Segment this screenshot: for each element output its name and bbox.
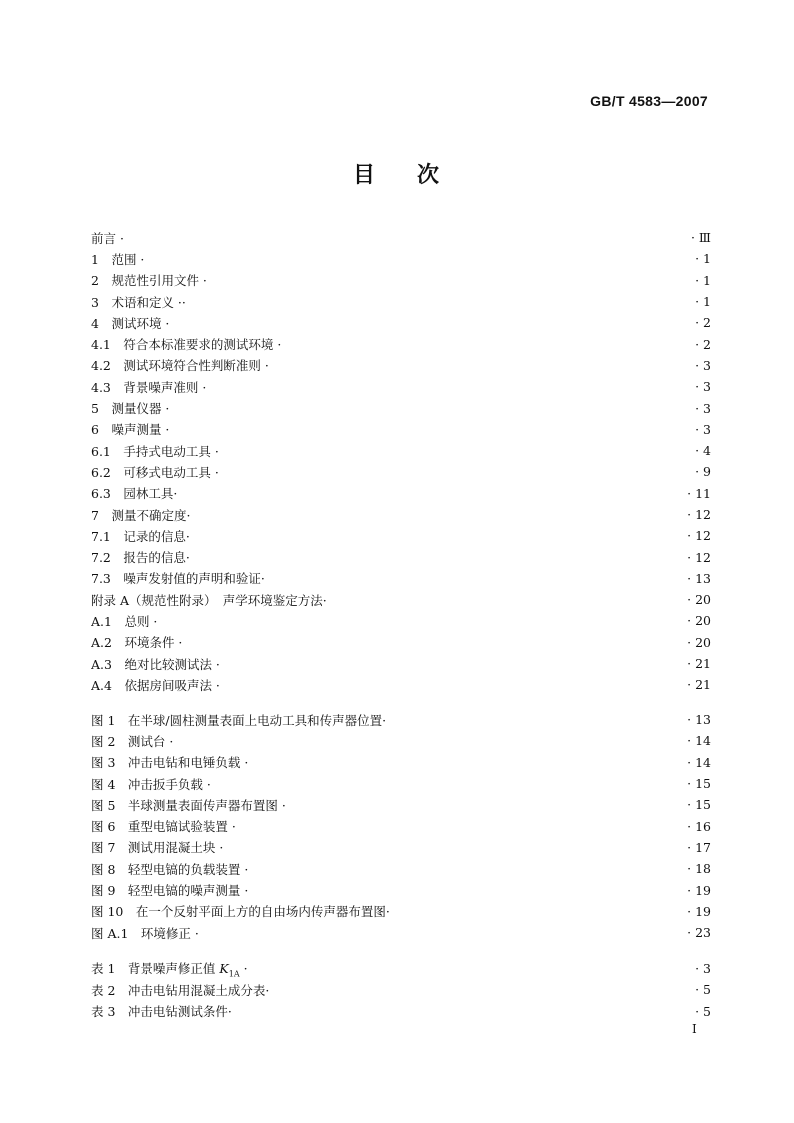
toc-entry-section-22[interactable] (91, 674, 711, 695)
toc-entry-page: · 18 (687, 861, 711, 877)
toc-entry-section-1[interactable] (91, 227, 711, 248)
k-subscript: 1A (228, 969, 240, 979)
toc-entry-figure-7[interactable] (91, 837, 711, 858)
toc-entry-label: 图 1 在半球/圆柱测量表面上电动工具和传声器位置· (91, 712, 387, 728)
toc-entry-figure-8[interactable] (91, 858, 711, 879)
toc-entry-page: · 16 (687, 818, 711, 834)
toc-entry-table-1[interactable] (91, 958, 711, 979)
toc-entry-label: 表 2 冲击电钻用混凝土成分表· (91, 982, 270, 998)
toc-entry-section-4[interactable] (91, 291, 711, 312)
toc-entry-figure-1[interactable] (91, 709, 711, 730)
toc-entry-page: · 3 (695, 379, 711, 395)
toc-entry-label (91, 959, 661, 979)
toc-entry-page: · 1 (695, 251, 711, 267)
toc-entry-page: · 3 (695, 357, 711, 373)
toc-entry-figure-10[interactable] (91, 901, 711, 922)
toc-entry-page: · 20 (687, 634, 711, 650)
toc-entry-label: 4 测试环境 · (91, 315, 170, 331)
toc-entry-page: · 21 (687, 656, 711, 672)
toc-entry-label: 前言 · (91, 230, 124, 246)
toc-entry-label: A.1 总则 · (91, 613, 158, 629)
toc-entry-section-21[interactable] (91, 653, 711, 674)
toc-entry-label-text: 表 1 背景噪声修正值 (91, 960, 220, 976)
toc-entry-section-3[interactable] (91, 270, 711, 291)
toc-entry-page: · 20 (687, 592, 711, 608)
toc-entry-label: 图 A.1 环境修正 · (91, 925, 199, 941)
toc-entry-label: 图 6 重型电镐试验装置 · (91, 819, 236, 835)
toc-entry-figure-6[interactable] (91, 815, 711, 836)
toc-entry-page: · 17 (687, 839, 711, 855)
toc-entry-table-2[interactable] (91, 979, 711, 1000)
toc-entry-label: A.2 环境条件 · (91, 635, 183, 651)
page-title (0, 158, 794, 189)
toc-entry-label: 图 7 测试用混凝土块 · (91, 840, 224, 856)
toc-entry-label: 6.3 园林工具· (91, 486, 178, 502)
toc-entry-page: · 12 (687, 507, 711, 522)
toc-entry-page: · 23 (687, 925, 711, 941)
toc-entry-label: 7.3 噪声发射值的声明和验证· (91, 571, 265, 587)
toc-entry-page: · 11 (687, 485, 711, 501)
toc-tables-list (91, 958, 711, 1022)
toc-entry-label: 3 术语和定义 ·· (91, 294, 186, 310)
toc-entry-label: 5 测量仪器 · (91, 401, 170, 417)
toc-entry-section-17[interactable] (91, 568, 711, 589)
toc-entry-page: · 3 (695, 400, 711, 416)
toc-entry-label: 6.2 可移式电动工具 · (91, 464, 219, 480)
toc-entry-label: 表 3 冲击电钻测试条件· (91, 1004, 232, 1020)
toc-entry-label: 图 9 轻型电镐的噪声测量 · (91, 883, 249, 899)
toc-entry-page: · 14 (687, 754, 711, 770)
toc-entry-label: A.4 依据房间吸声法 · (91, 677, 220, 693)
toc-entry-label: 图 2 测试台 · (91, 733, 174, 749)
toc-entry-label: A.3 绝对比较测试法 · (91, 656, 220, 672)
toc-entry-page: · 14 (687, 733, 711, 749)
toc-entry-page: · 3 (695, 421, 711, 437)
toc-entry-page: · 2 (695, 315, 711, 331)
toc-entry-section-15[interactable] (91, 525, 711, 546)
toc-entry-label: 图 10 在一个反射平面上方的自由场内传声器布置图· (91, 904, 390, 920)
toc-entry-page: · 4 (695, 443, 711, 459)
toc-entry-label: 图 4 冲击扳手负载 · (91, 776, 211, 792)
toc-entry-section-7[interactable] (91, 355, 711, 376)
toc-entry-section-9[interactable] (91, 397, 711, 418)
toc-entry-label: 4.2 测试环境符合性判断准则 · (91, 358, 269, 374)
toc-entry-label: 图 5 半球测量表面传声器布置图 · (91, 797, 286, 813)
toc-entry-label: 7.1 记录的信息· (91, 528, 190, 544)
toc-entry-label: 2 规范性引用文件 · (91, 273, 207, 289)
toc-entry-label: 图 3 冲击电钻和电锤负载 · (91, 755, 249, 771)
toc-figures-list (91, 709, 711, 943)
toc-entry-page: · 15 (687, 776, 711, 792)
toc-entry-label: 7.2 报告的信息· (91, 550, 190, 566)
k-symbol: K (219, 960, 229, 976)
toc-entry-figure-3[interactable] (91, 752, 711, 773)
toc-entry-page: · 12 (687, 549, 711, 565)
toc-entry-figure-4[interactable] (91, 773, 711, 794)
toc-entry-page: · Ⅲ (690, 230, 711, 246)
toc-entry-page: · 19 (687, 903, 711, 919)
toc-entry-section-8[interactable] (91, 376, 711, 397)
toc-entry-section-14[interactable] (91, 504, 711, 525)
toc-entry-page: · 19 (687, 882, 711, 898)
toc-entry-figure-2[interactable] (91, 730, 711, 751)
toc-entry-table-3[interactable] (91, 1001, 711, 1022)
toc-entry-label: 7 测量不确定度· (91, 507, 191, 523)
toc-entry-section-6[interactable] (91, 333, 711, 354)
toc-entry-label-suffix: · (239, 960, 248, 976)
toc-entry-page: · 12 (687, 528, 711, 544)
title-char-2: 次 (417, 162, 442, 188)
toc-entry-label: 附录 A（规范性附录） 声学环境鉴定方法· (91, 592, 327, 608)
toc-entry-section-11[interactable] (91, 440, 711, 461)
toc-entry-page: · 5 (695, 1003, 711, 1019)
page-number: Ⅰ (692, 1022, 697, 1036)
toc-entry-page: · 13 (687, 570, 711, 586)
toc-entry-label: 6.1 手持式电动工具 · (91, 443, 219, 459)
toc-entry-page: · 1 (695, 272, 711, 288)
toc-entry-figure-5[interactable] (91, 794, 711, 815)
toc-entry-section-5[interactable] (91, 312, 711, 333)
standard-id: GB/T 4583—2007 (590, 93, 708, 109)
toc-entry-label: 4.1 符合本标准要求的测试环境 · (91, 337, 282, 353)
toc-entry-figure-9[interactable] (91, 879, 711, 900)
toc-entry-section-19[interactable] (91, 610, 711, 631)
title-char-1: 目 (352, 162, 377, 188)
toc-entry-page: · 13 (687, 712, 711, 728)
toc-entry-page: · 15 (687, 797, 711, 813)
toc-sections-list (91, 227, 711, 696)
toc-entry-section-10[interactable] (91, 419, 711, 440)
toc-entry-page: · 9 (695, 464, 711, 480)
toc-entry-page: · 3 (695, 961, 711, 977)
toc-entry-page: · 5 (695, 982, 711, 998)
toc-entry-section-12[interactable] (91, 461, 711, 482)
toc-entry-section-16[interactable] (91, 546, 711, 567)
toc-entry-section-2[interactable] (91, 248, 711, 269)
toc-entry-label: 4.3 背景噪声准则 · (91, 379, 207, 395)
toc-entry-figure-11[interactable] (91, 922, 711, 943)
toc-entry-page: · 21 (687, 677, 711, 693)
toc-entry-label: 图 8 轻型电镐的负载装置 · (91, 861, 249, 877)
toc-entry-section-18[interactable] (91, 589, 711, 610)
toc-entry-page: · 20 (687, 613, 711, 629)
toc-entry-label: 6 噪声测量 · (91, 422, 170, 438)
toc-entry-section-13[interactable] (91, 483, 711, 504)
toc-entry-page: · 1 (695, 294, 711, 310)
toc-entry-section-20[interactable] (91, 632, 711, 653)
toc-entry-label: 1 范围 · (91, 251, 145, 267)
toc-entry-page: · 2 (695, 336, 711, 352)
